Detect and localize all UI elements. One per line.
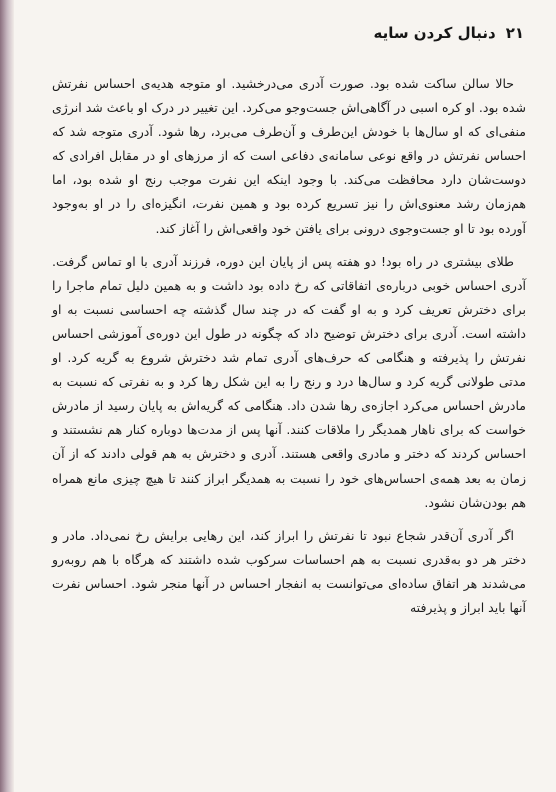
paragraph: اگر آدری آن‌قدر شجاع نبود تا نفرتش را ابراز کند، این رهایی برایش رخ نمی‌داد. مادر و دختر هر دو به‌قدری نسبت به هم احساسات سرکوب شده داشتند که هرگاه با هم روبه‌رو می‌شدند هر اتفاق ساده‌ای می‌توانست به انفجار احساس در آنها منجر شود. احساس نفرت آنها باید ابراز و پذیرفته xyxy=(52,527,526,615)
running-header xyxy=(70,24,524,42)
page-number: ۲۱ xyxy=(505,24,524,42)
paragraph: طلای بیشتری در راه بود! دو هفته پس از پایان این دوره، فرزند آدری با او تماس گرفت. آدری احساس خوبی درباره‌ی اتفاقاتی که رخ داده بود داشت و به همین دلیل تمام ماجرا را برای دخترش تعریف کرد و به او گفت که در چند سال گذشته چه احساسی نسبت به او داشته است. آدری برای دخترش توضیح داد که چگونه در طول این دوره‌ی آموزشی احساس نفرتش را پذیرفته و هنگامی که حرف‌های آدری تمام شد دخترش شروع به گریه کرد. او مدتی طولانی گریه کرد و سال‌ها درد و رنج را به این شکل رها کرد و به نفرتی که نسبت به مادرش احساس می‌کرد اجازه‌ی رها شدن داد. هنگامی که گریه‌اش به پایان رسید از مادرش خواست که برای ناهار همدیگر را ملاقات کنند. آنها پس از مدت‌ها دوباره کنار هم نشستند و احساس کردند که دختر و مادری واقعی هستند. آدری و دخترش به هم قولی دادند که از آن زمان به بعد همه‌ی احساس‌های خود را نسبت به همدیگر ابراز کنند تا هیچ چیزی مانع همراه هم بودن‌شان نشود. xyxy=(52,253,526,510)
body-text xyxy=(52,72,526,620)
page-edge xyxy=(0,0,14,792)
paragraph: حالا سالن ساکت شده بود. صورت آدری می‌درخشید. او متوجه هدیه‌ی احساس نفرتش شده بود. او کره اسبی در آگاهی‌اش جست‌وجو می‌کرد. این تغییر در درک او باعث شد انرژی منفی‌ای که او سال‌ها با خودش این‌طرف و آن‌طرف می‌برد، رها شود. آدری متوجه شد که احساس نفرتش در واقع نوعی سامانه‌ی دفاعی است که از مرزهای او در مقابل افرادی که دوست‌شان دارد محافظت می‌کند. با وجود اینکه این نفرت موجب رنج او شده بود، اما هم‌زمان رشد معنوی‌اش را نیز تسریع کرده بود و همین نفرت، انگیزه‌ای را در او به‌وجود آورده بود تا او جست‌وجوی درونی برای یافتن خود واقعی‌اش را آغاز کند. xyxy=(52,76,526,236)
chapter-title: دنبال کردن سایه xyxy=(373,24,496,42)
